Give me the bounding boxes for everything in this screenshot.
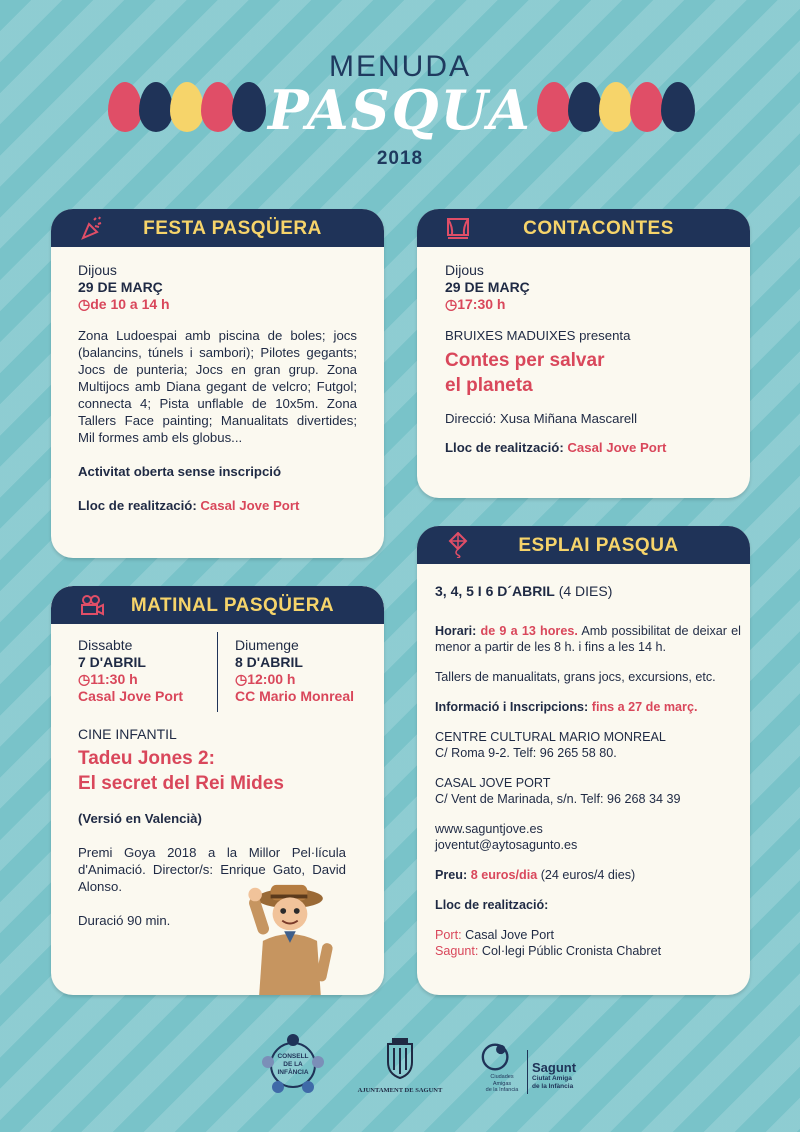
- contacontes-day: Dijous: [445, 262, 484, 278]
- esplai-place-label: Lloc de realització:: [435, 898, 549, 912]
- matinal-day-1: Dissabte: [78, 637, 133, 653]
- contacontes-card-header: [417, 209, 750, 247]
- esplai-cj-name: CASAL JOVE PORT: [435, 776, 551, 790]
- consell-infancia-logo: [260, 1032, 326, 1098]
- contacontes-show-line-1: Contes per salvar: [445, 350, 605, 371]
- egg-icon: [599, 82, 633, 132]
- matinal-date-1: 7 D'ABRIL: [78, 654, 146, 670]
- festa-date: 29 DE MARÇ: [78, 279, 163, 295]
- matinal-kind: CINE INFANTIL: [78, 726, 177, 742]
- esplai-horari: Horari: de 9 a 13 hores. Amb possibilitat de deixar el menor a partir de les 8 h. i fins a les 14 h.: [435, 624, 741, 654]
- header-title-menuda: MENUDA: [328, 50, 471, 83]
- ciudades-text-2: Amigas: [492, 1080, 512, 1087]
- matinal-film-line-2: El secret del Rei Mides: [78, 773, 284, 794]
- esplai-info: Informació i Inscripcions: fins a 27 de març.: [435, 700, 698, 714]
- egg-icon: [630, 82, 664, 132]
- esplai-cj-address: C/ Vent de Marinada, s/n. Telf: 96 268 34 39: [435, 792, 681, 806]
- egg-icon: [170, 82, 204, 132]
- esplai-web-link[interactable]: www.saguntjove.es: [435, 822, 543, 836]
- esplai-price: Preu: 8 euros/dia (24 euros/4 dies): [435, 868, 636, 882]
- festa-place: Lloc de realització: Casal Jove Port: [78, 498, 300, 513]
- header-year: 2018: [376, 148, 424, 169]
- ciutat-amiga-text-1: Ciutat Amiga: [532, 1075, 572, 1082]
- festa-title: FESTA PASQÜERA: [143, 218, 322, 239]
- matinal-card-header: [51, 586, 384, 624]
- matinal-film-line-1: Tadeu Jones 2:: [78, 748, 215, 769]
- ciudades-amigas-logo: [478, 1040, 588, 1100]
- clock-icon: ◷: [445, 296, 458, 312]
- festa-card: [51, 209, 384, 558]
- matinal-time-1: ◷11:30 h: [78, 671, 138, 687]
- contacontes-time: ◷17:30 h: [445, 296, 506, 312]
- matinal-time-2: ◷12:00 h: [235, 671, 296, 687]
- matinal-duration: Duració 90 min.: [78, 913, 171, 928]
- egg-icon: [108, 82, 142, 132]
- matinal-place-1: Casal Jove Port: [78, 688, 184, 704]
- festa-time: ◷de 10 a 14 h: [78, 296, 170, 312]
- consell-text-1: CONSELL: [277, 1053, 309, 1060]
- child-friendly-city-icon: [480, 1040, 514, 1074]
- matinal-card: [51, 586, 384, 995]
- egg-icon: [201, 82, 235, 132]
- matinal-title: MATINAL PASQÜERA: [130, 595, 335, 616]
- esplai-card: [417, 526, 750, 995]
- esplai-cc-name: CENTRE CULTURAL MARIO MONREAL: [435, 730, 666, 744]
- esplai-cc-address: C/ Roma 9-2. Telf: 96 265 58 80.: [435, 746, 617, 760]
- sagunt-text: Sagunt: [532, 1060, 577, 1075]
- ciudades-text-1: Ciudades: [490, 1074, 514, 1080]
- header-title-pasqua: PASQUA: [268, 78, 532, 142]
- esplai-place-port: Port: Casal Jove Port: [435, 928, 555, 942]
- clock-icon: ◷: [235, 671, 248, 687]
- contacontes-place: Lloc de realització: Casal Jove Port: [445, 440, 667, 455]
- egg-icon: [139, 82, 173, 132]
- egg-icon: [661, 82, 695, 132]
- esplai-email-link[interactable]: joventut@aytosagunto.es: [435, 838, 578, 852]
- tadeu-jones-character-illustration: [234, 881, 344, 995]
- esplai-dates: 3, 4, 5 I 6 D´ABRIL (4 DIES): [435, 583, 613, 599]
- matinal-award: Premi Goya 2018 a la Millor Pel·lícula d'Animació. Director/s: Enrique Gato, David Alonso.: [78, 845, 346, 894]
- consell-text-2: DE LA: [283, 1061, 303, 1068]
- egg-icon: [537, 82, 571, 132]
- esplai-card-header: [417, 526, 750, 564]
- egg-icon: [568, 82, 602, 132]
- consell-text-3: INFÀNCIA: [277, 1069, 309, 1076]
- contacontes-show-line-2: el planeta: [445, 375, 533, 396]
- contacontes-direction: Direcció: Xusa Miñana Mascarell: [445, 411, 638, 426]
- clock-icon: ◷: [78, 296, 91, 312]
- logo-divider: [527, 1050, 528, 1094]
- contacontes-presenter: BRUIXES MADUIXES presenta: [445, 328, 631, 343]
- ajuntament-text: AJUNTAMENT DE SAGUNT: [357, 1087, 443, 1094]
- esplai-place-sagunt: Sagunt: Col·legi Públic Cronista Chabret: [435, 944, 662, 958]
- esplai-tallers: Tallers de manualitats, grans jocs, excursions, etc.: [435, 670, 716, 684]
- easter-eggs-left: [108, 82, 268, 134]
- contacontes-date: 29 DE MARÇ: [445, 279, 530, 295]
- matinal-day-2: Diumenge: [235, 637, 299, 653]
- clock-icon: ◷: [78, 671, 91, 687]
- easter-eggs-right: [537, 82, 697, 134]
- ciudades-text-3: de la Infancia: [485, 1087, 519, 1093]
- contacontes-card: [417, 209, 750, 498]
- matinal-place-2: CC Mario Monreal: [235, 688, 355, 704]
- ajuntament-logo: [355, 1036, 445, 1100]
- esplai-title: ESPLAI PASQUA: [518, 535, 679, 556]
- matinal-date-2: 8 D'ABRIL: [235, 654, 303, 670]
- ciutat-amiga-text-2: de la Infància: [532, 1082, 574, 1090]
- coat-of-arms-icon: [380, 1036, 420, 1080]
- matinal-version: (Versió en Valencià): [78, 811, 202, 826]
- festa-description: Zona Ludoespai amb piscina de boles; jocs (balancins, túnels i sambori); Pilotes gegants; Jocs de punteria; Jocs en gran grup. Zona Multijocs amb Diana gegant de velcro; Futgol; connecta 4; Pista unflable de 10x5m. Zona Tallers Face painting; Manualitats divertides; Mil formes amb els globus...: [78, 328, 357, 445]
- festa-card-header: [51, 209, 384, 247]
- contacontes-title: CONTACONTES: [523, 218, 674, 239]
- festa-open-activity: Activitat oberta sense inscripció: [78, 464, 282, 479]
- egg-icon: [232, 82, 266, 132]
- festa-day: Dijous: [78, 262, 117, 278]
